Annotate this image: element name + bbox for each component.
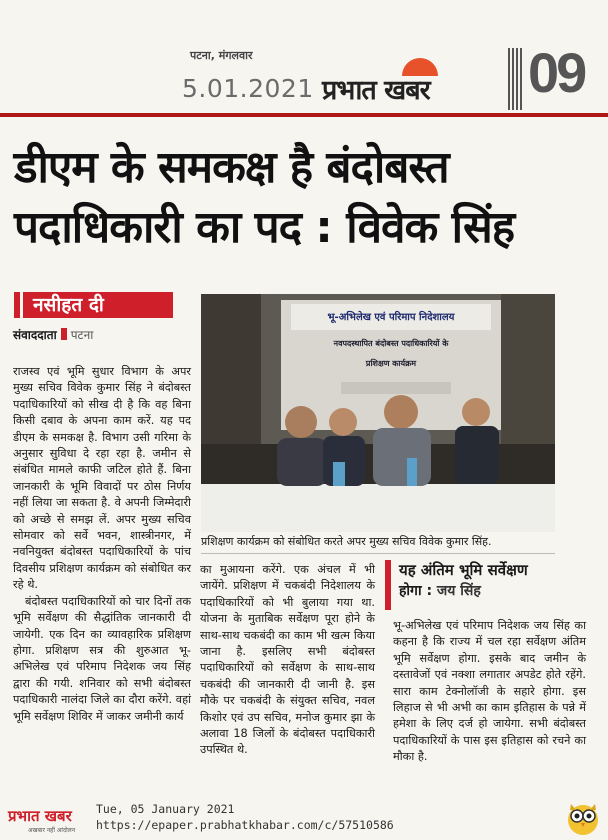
headline-line-2: पदाधिकारी का पद : विवेक सिंह xyxy=(14,202,515,253)
column-1-paragraph-1: राजस्व एवं भूमि सुधार विभाग के अपर मुख्य सचिव विवेक कुमार सिंह ने बंदोबस्त पदाधिकारियों को सीख दी है कि वह बिना किसी दबाव के अपना काम करें. यह पद डीएम के समकक्ष है. विभाग उसी गरिमा के अनुसार सुविधा दे रहा रहा है. जमीन से संबंधित मामले काफी जटिल होते हैं. बिना जानकारी के भूमि विवादों पर ठोस निर्णय नहीं लिया जा सकता है. वे अपनी जिम्मेदारी को अच्छे से समझ लें. अपर मुख्य सचिव सोमवार को सर्वे भवन, शास्त्रीनगर, में नवनियुक्त बंदोबस्त पदाधिकारियों के पांच दिवसीय प्रशिक्षण कार्यक्रम को संबोधित कर रहे थे. xyxy=(13,365,191,592)
photo-caption: प्रशिक्षण कार्यक्रम को संबोधित करते अपर मुख्य सचिव विवेक कुमार सिंह. xyxy=(201,534,555,554)
event-photo xyxy=(201,294,555,532)
brand-logo: प्रभात खबर xyxy=(322,75,430,106)
page-number: 09 xyxy=(528,41,585,104)
sidebar-subtitle-name: जय सिंह xyxy=(436,583,481,599)
banner-title: भू-अभिलेख एवं परिमाप निदेशालय xyxy=(327,312,455,323)
masthead-rule xyxy=(0,113,608,117)
byline-divider xyxy=(61,328,67,340)
article-column-1 xyxy=(13,364,191,725)
banner-subtitle: नवपदस्थापित बंदोबस्त पदाधिकारियों के xyxy=(333,339,449,348)
column-1-paragraph-2: बंदोबस्त पदाधिकारियों को चार दिनों तक भूमि सर्वेक्षण की सैद्धांतिक जानकारी दी जायेगी. एक दिन का व्यावहारिक प्रशिक्षण होगा. प्रशिक्षण सत्र की शुरुआत भू-अभिलेख एवं परिमाप निदेशक जय सिंह द्वारा की गयी. शनिवार को सभी बंदोबस्त पदाधिकारी नालंदा जिले का दौरा करेंगे. वहां भूमि सर्वेक्षण शिविर में जाकर जमीनी कार्य xyxy=(13,594,191,723)
edition-date: 5.01.2021 xyxy=(182,74,314,103)
page-number-stripes xyxy=(508,48,524,110)
sidebar-paragraph: भू-अभिलेख एवं परिमाप निदेशक जय सिंह का कहना है कि राज्य में चल रहा सर्वेक्षण अंतिम भूमि सर्वेक्षण होगा. इसके बाद जमीन के दस्तावेजों एवं नक्शा लगातार अपडेट होते रहेंगे. सारा काम टेक्नोलॉजी के सहारे होगा. इस लिहाज से भी अभी का काम इतिहास के पन्ने में हमेशा के लिए दर्ज हो जायेगा. सभी बंदोबस्त पदाधिकारियों के पास इस इतिहास को रचने का मौका है. xyxy=(393,619,586,764)
footer-logo-tagline: अखबार नहीं आंदोलन xyxy=(28,827,76,834)
footer-logo xyxy=(4,800,90,834)
column-2-paragraph: का मुआयना करेंगे. एक अंचल में भी जायेंगे. प्रशिक्षण में चकबंदी निदेशालय के पदाधिकारियों को भी बुलाया गया था. योजना के मुताबिक सर्वेक्षण पूरा होने के साथ-साथ चकबंदी का काम भी खत्म किया जाना है. इसलिए सभी बंदोबस्त पदाधिकारियों को सर्वेक्षण के साथ-साथ चकबंदी की जानकारी दी जानी है. इस मौके पर चकबंदी के संयुक्त सचिव, नवल किशोर एवं उप सचिव, मनोज कुमार झा के अलावा 18 जिलों के बंदोबस्त पदाधिकारी उपस्थित थे. xyxy=(200,563,375,757)
story-tag: नसीहत दी xyxy=(23,292,173,318)
article-column-2 xyxy=(200,562,375,759)
sidebar-column xyxy=(393,618,586,766)
owl-mascot-icon xyxy=(566,798,600,836)
byline-reporter: संवाददाता xyxy=(13,328,57,342)
headline-line-1: डीएम के समकक्ष है बंदोबस्त xyxy=(14,142,449,193)
event-photo-illustration xyxy=(201,294,555,532)
sidebar-subtitle-prefix: होगा : xyxy=(399,583,437,599)
banner-program: प्रशिक्षण कार्यक्रम xyxy=(365,359,417,368)
sidebar-subtitle xyxy=(399,580,600,602)
sidebar-headline xyxy=(385,560,600,610)
byline-city: पटना xyxy=(70,328,94,342)
footer-url[interactable]: https://epaper.prabhatkhabar.com/c/57510586 xyxy=(96,818,394,832)
headline xyxy=(14,138,599,258)
byline xyxy=(13,326,93,343)
city-day-label: पटना, मंगलवार xyxy=(190,49,253,62)
tag-accent-bar xyxy=(14,292,20,318)
sidebar-title: यह अंतिम भूमि सर्वेक्षण xyxy=(399,561,528,579)
footer-logo-text: प्रभात खबर xyxy=(8,807,72,825)
footer-date: Tue, 05 January 2021 xyxy=(96,802,235,816)
